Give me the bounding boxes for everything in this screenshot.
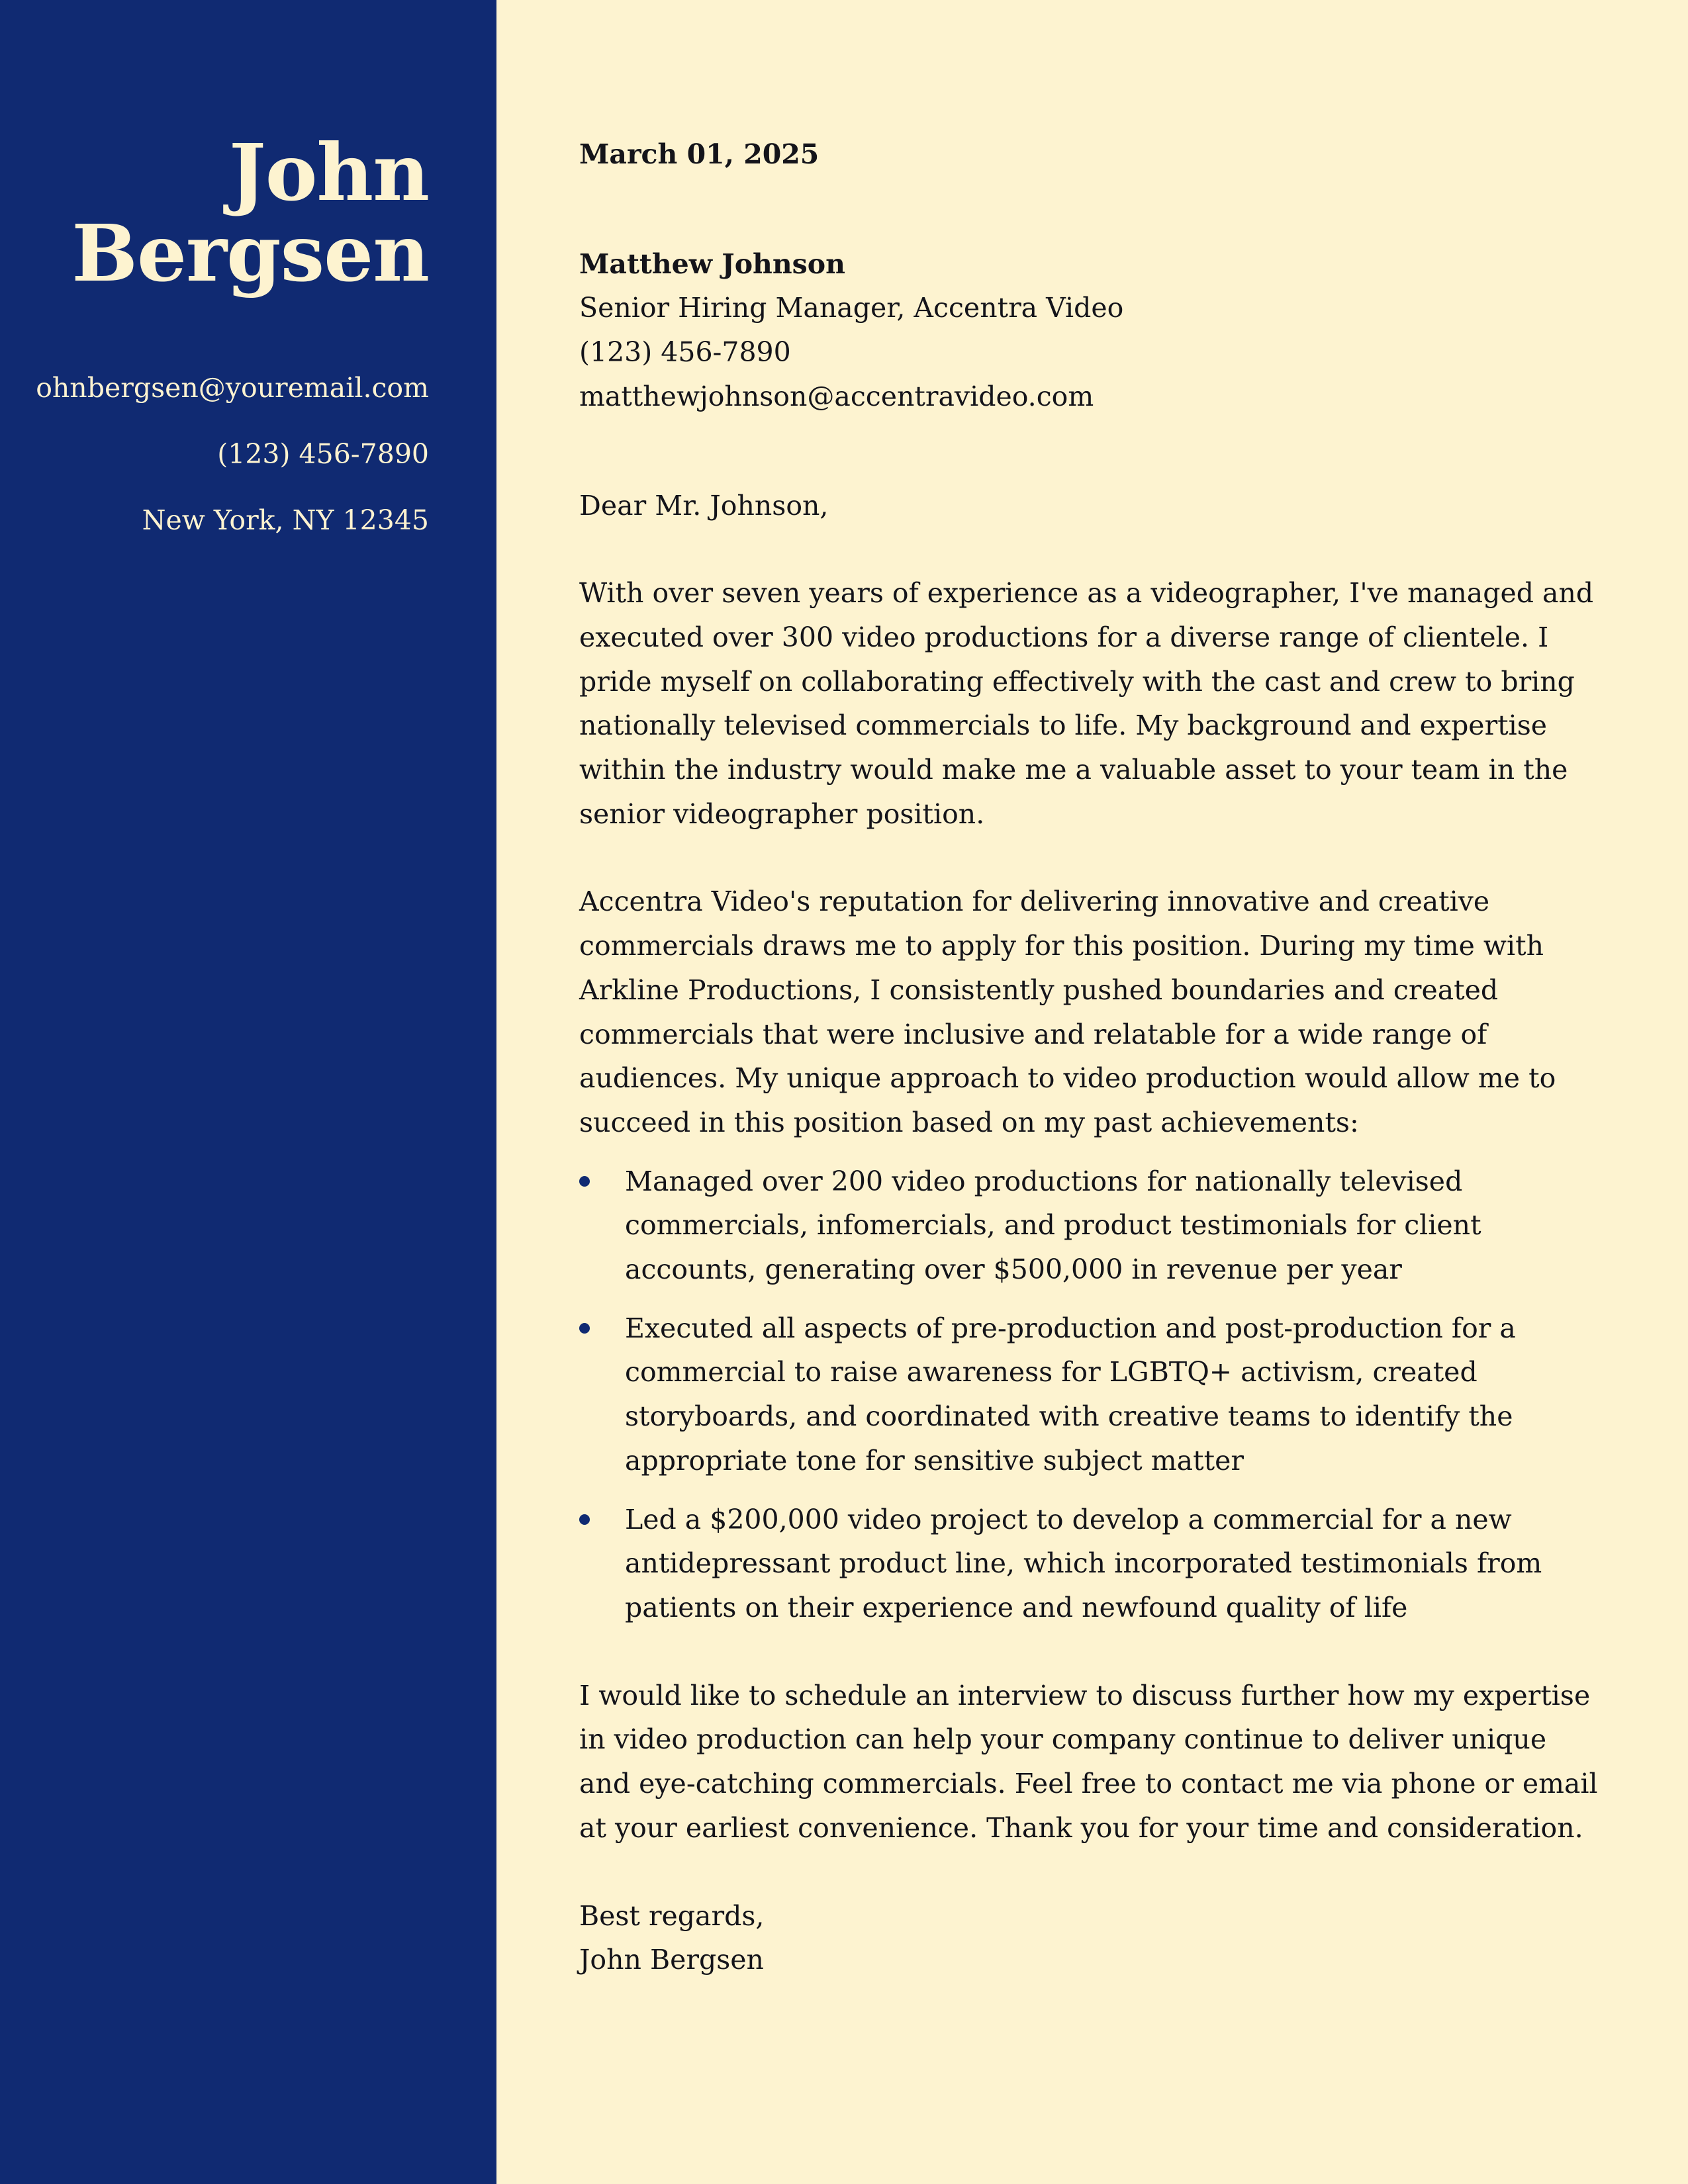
recipient-phone: (123) 456-7890 xyxy=(579,336,791,369)
sidebar xyxy=(0,0,496,2184)
bullet-icon xyxy=(579,1323,590,1334)
sign-off: Best regards, xyxy=(579,1899,765,1932)
sender-first-name: John xyxy=(228,126,429,218)
bullet-icon xyxy=(579,1514,590,1525)
achievement-text: Led a $200,000 video project to develop a commercial for a new antidepressant product line, which incorporated testimonials from patients on their experience and newfound quality of life xyxy=(625,1503,1542,1623)
body-paragraph-2: Accentra Video's reputation for delivering innovative and creative commercials draws me to apply for this position. During my time with Arkline Productions, I consistently pushed boundaries and created commercials that were inclusive and relatable for a wide range of audiences. My unique approach to video production would allow me to succeed in this position based on my past achievements: xyxy=(579,886,1556,1138)
achievement-text: Managed over 200 video productions for nationally televised commercials, infomercials, and product testimonials for client accounts, generating over $500,000 in revenue per year xyxy=(625,1165,1481,1286)
signature-name: John Bergsen xyxy=(579,1944,764,1976)
sign-off-block xyxy=(579,1894,1599,1982)
letter-body xyxy=(579,132,1599,1982)
sender-name xyxy=(32,126,429,299)
sender-contact xyxy=(5,368,429,567)
body-paragraph-1: With over seven years of experience as a videographer, I've managed and executed over 300 video productions for a diverse range of clientele. I pride myself on collaborating effectively with the cast and crew to bring nationally televised commercials to life. My background and expertise within the industry would make me a valuable asset to your team in the senior videographer position. xyxy=(579,577,1594,830)
achievement-text: Executed all aspects of pre-production and post-production for a commercial to raise awareness for LGBTQ+ activism, created storyboards, and coordinated with creative teams to identify the appropriate tone for sensitive subject matter xyxy=(625,1312,1516,1477)
achievement-item xyxy=(579,1160,1599,1292)
closing-paragraph: I would like to schedule an interview to discuss further how my expertise in video production can help your company continue to deliver unique and eye-catching commercials. Feel free to contact me via phone or email at your earliest convenience. Thank you for your time and consideration. xyxy=(579,1679,1598,1844)
sender-location: New York, NY 12345 xyxy=(142,504,429,536)
sender-email: ohnbergsen@youremail.com xyxy=(36,372,429,404)
recipient-title: Senior Hiring Manager, Accentra Video xyxy=(579,292,1124,324)
salutation: Dear Mr. Johnson, xyxy=(579,489,829,522)
letter-date: March 01, 2025 xyxy=(579,138,820,170)
recipient-email: matthewjohnson@accentravideo.com xyxy=(579,380,1094,412)
recipient-block xyxy=(579,242,1599,419)
bullet-icon xyxy=(579,1176,590,1187)
sender-phone: (123) 456-7890 xyxy=(217,438,429,470)
recipient-name: Matthew Johnson xyxy=(579,248,845,280)
achievement-item xyxy=(579,1306,1599,1483)
achievement-item xyxy=(579,1498,1599,1630)
sender-last-name: Bergsen xyxy=(71,207,429,299)
achievements-list xyxy=(579,1160,1599,1630)
